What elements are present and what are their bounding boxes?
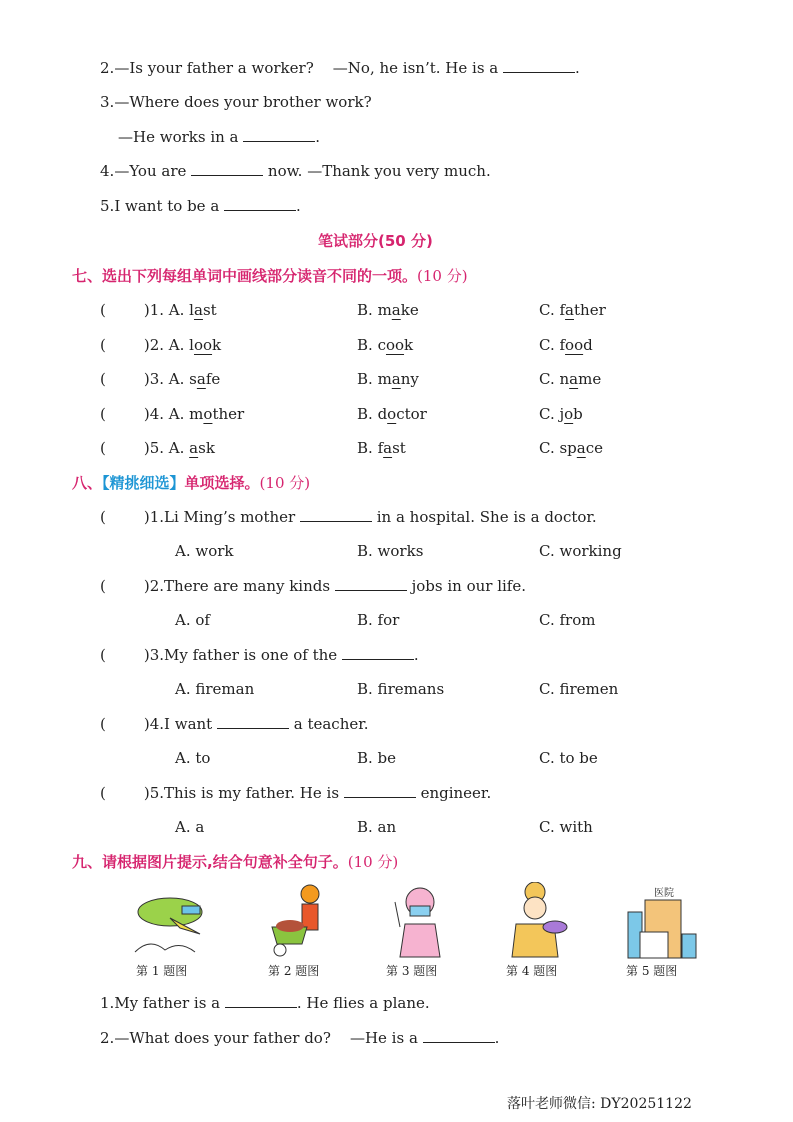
footer-contact: 落叶老师微信: DY20251122 xyxy=(507,1096,692,1112)
choice-question xyxy=(100,507,597,527)
hospital-sign: 医院 xyxy=(654,888,674,899)
underlined-letters: a xyxy=(196,370,206,388)
question-text: . xyxy=(494,1029,500,1047)
question-text: —He works in a xyxy=(118,128,244,146)
word-part: ny xyxy=(400,370,419,388)
question-text: . xyxy=(296,197,301,215)
underlined-letters: a xyxy=(391,301,401,319)
question-text: —You are xyxy=(114,162,192,180)
illustration-icon xyxy=(380,882,464,962)
option-c[interactable]: C. from xyxy=(539,611,596,629)
word-part: m xyxy=(189,404,204,423)
question-text: jobs in our life. xyxy=(406,577,527,595)
question-number: 3. xyxy=(100,93,115,111)
word-part: me xyxy=(578,370,602,388)
answer-blank[interactable] xyxy=(503,58,575,73)
section-points: (10 分) xyxy=(417,267,468,285)
worker-picture xyxy=(262,882,346,962)
word-part: st xyxy=(202,301,217,319)
section-heading xyxy=(72,472,310,493)
option-c: C. name xyxy=(539,370,602,388)
question-text: This is my father. He is xyxy=(164,784,344,802)
listening-question xyxy=(100,196,301,216)
underlined-letters: a xyxy=(383,439,393,457)
underlined-letters: o xyxy=(387,404,397,423)
question-text: . He flies a plane. xyxy=(296,994,430,1012)
section-heading xyxy=(72,265,468,286)
section-heading xyxy=(72,851,398,872)
question-number: 2. xyxy=(149,577,165,595)
answer-paren-close: ) xyxy=(143,508,150,526)
answer-blank[interactable] xyxy=(342,645,414,660)
answer-blank[interactable] xyxy=(217,714,289,729)
option-b[interactable]: B. for xyxy=(357,611,400,629)
answer-paren-open: ( xyxy=(100,335,106,354)
section-title: 单项选择。 xyxy=(184,474,260,492)
option-c[interactable]: C. with xyxy=(539,818,593,836)
choice-question xyxy=(100,576,526,596)
question-number: 3. xyxy=(149,370,165,388)
option-b[interactable]: B. firemans xyxy=(357,680,445,698)
question-number: 2. xyxy=(149,335,165,354)
option-b: B. cook xyxy=(357,335,414,354)
word-part: f xyxy=(377,439,384,457)
word-part: n xyxy=(559,370,570,388)
written-section-heading: 笔试部分(50 分) xyxy=(318,232,433,250)
question-number: 3. xyxy=(149,646,165,664)
question-text: Li Ming’s mother xyxy=(164,508,300,526)
option-a[interactable]: A. fireman xyxy=(175,680,255,698)
answer-blank[interactable] xyxy=(224,196,296,211)
answer-paren-close: ) xyxy=(143,577,150,595)
phonics-row: ( )4. A. mother xyxy=(100,404,245,423)
section-points: (10 分) xyxy=(259,474,311,492)
word-part: fe xyxy=(205,370,221,388)
option-c[interactable]: C. to be xyxy=(539,749,598,767)
question-number: 4. xyxy=(149,715,165,733)
word-part: k xyxy=(212,335,222,354)
question-text: —Where does your brother work? xyxy=(114,93,372,111)
option-a[interactable]: A. a xyxy=(175,818,205,836)
listening-question xyxy=(100,161,491,181)
underlined-letters: a xyxy=(565,301,574,319)
nurse-picture xyxy=(380,882,464,962)
answer-blank[interactable] xyxy=(243,127,315,142)
word-part: f xyxy=(559,301,566,319)
question-number: 5. xyxy=(149,439,165,457)
option-b: B. doctor xyxy=(357,404,427,423)
word-part: m xyxy=(377,370,392,388)
option-b[interactable]: B. an xyxy=(357,818,397,836)
answer-paren-open: ( xyxy=(100,715,106,733)
word-part: j xyxy=(559,404,565,423)
underlined-letters: oo xyxy=(385,335,405,354)
question-number: 2. xyxy=(100,59,115,77)
word-part: l xyxy=(189,335,194,354)
word-part: sp xyxy=(559,439,577,457)
answer-paren-open: ( xyxy=(100,784,106,802)
option-a[interactable]: A. work xyxy=(175,542,234,560)
section-prefix: 八、 xyxy=(72,474,103,492)
answer-paren-close: ) xyxy=(143,301,150,319)
question-text: engineer. xyxy=(415,784,492,802)
section-title: 七、选出下列每组单词中画线部分读音不同的一项。 xyxy=(72,267,418,285)
question-number: 1. xyxy=(149,301,165,319)
question-text: . xyxy=(315,128,321,146)
word-part: s xyxy=(189,370,197,388)
underlined-letters: oo xyxy=(193,335,213,354)
illustration-icon xyxy=(262,882,346,962)
question-number: 5. xyxy=(149,784,165,802)
section-tag: 【精挑细选】 xyxy=(102,474,185,492)
question-number: 1. xyxy=(149,508,165,526)
option-c: C. food xyxy=(539,335,593,354)
option-c[interactable]: C. working xyxy=(539,542,622,560)
picture-caption: 第 5 题图 xyxy=(626,964,678,978)
phonics-row: ( )5. A. ask xyxy=(100,439,215,457)
section-title: 九、请根据图片提示,结合句意补全句子。 xyxy=(72,853,348,871)
word-part: sk xyxy=(198,439,215,457)
question-text: —What does your father do? —He is a xyxy=(114,1029,423,1047)
underlined-letters: a xyxy=(189,439,199,457)
answer-paren-open: ( xyxy=(100,508,106,526)
answer-paren-close: ) xyxy=(143,715,150,733)
listening-question xyxy=(100,58,580,78)
listening-question xyxy=(118,127,320,147)
question-number: 2. xyxy=(100,1029,115,1047)
word-part: d xyxy=(583,335,593,354)
question-text: in a hospital. She is a doctor. xyxy=(371,508,597,526)
answer-blank[interactable] xyxy=(335,576,407,591)
option-b[interactable]: B. be xyxy=(357,749,397,767)
answer-blank[interactable] xyxy=(191,161,263,176)
question-text: My father is one of the xyxy=(164,646,342,664)
phonics-row: ( )2. A. look xyxy=(100,335,222,354)
illustration-icon xyxy=(130,882,214,962)
question-text: a teacher. xyxy=(288,715,369,733)
answer-paren-close: ) xyxy=(143,370,150,388)
question-number: 4. xyxy=(149,404,165,423)
airplane-picture xyxy=(130,882,214,962)
option-a[interactable]: A. of xyxy=(175,611,210,629)
illustration-icon xyxy=(500,882,584,962)
answer-paren-close: ) xyxy=(143,404,150,423)
word-part: m xyxy=(377,301,392,319)
choice-question xyxy=(100,645,419,665)
picture-caption: 第 4 题图 xyxy=(506,964,558,978)
hospital-picture xyxy=(620,882,704,962)
word-part: ke xyxy=(400,301,419,319)
word-part: ther xyxy=(212,404,245,423)
question-text: I want to be a xyxy=(114,197,225,215)
option-c[interactable]: C. firemen xyxy=(539,680,619,698)
picture-caption: 第 3 题图 xyxy=(386,964,438,978)
word-part: ther xyxy=(574,301,606,319)
option-c: C. job xyxy=(539,404,583,423)
picture-caption: 第 1 题图 xyxy=(136,964,188,978)
answer-blank[interactable] xyxy=(344,783,416,798)
word-part: st xyxy=(392,439,406,457)
option-b: B. fast xyxy=(357,439,406,457)
answer-blank[interactable] xyxy=(423,1028,495,1043)
answer-paren-open: ( xyxy=(100,577,106,595)
question-number: 4. xyxy=(100,162,115,180)
answer-blank[interactable] xyxy=(225,993,297,1008)
option-a[interactable]: A. to xyxy=(175,749,211,767)
question-text: My father is a xyxy=(114,994,225,1012)
question-text: . xyxy=(575,59,580,77)
phonics-row: ( )3. A. safe xyxy=(100,370,221,388)
question-text: . xyxy=(413,646,419,664)
section-points: (10 分) xyxy=(347,853,399,871)
underlined-letters: a xyxy=(576,439,586,457)
question-text: now. —Thank you very much. xyxy=(263,162,491,180)
fill-question xyxy=(100,993,430,1013)
underlined-letters: o xyxy=(564,404,574,423)
answer-paren-close: ) xyxy=(143,784,150,802)
option-c: C. father xyxy=(539,301,606,319)
phonics-row: ( )1. A. last xyxy=(100,301,217,319)
answer-paren-open: ( xyxy=(100,646,106,664)
word-part: ce xyxy=(585,439,604,457)
question-number: 5. xyxy=(100,197,115,215)
question-text: There are many kinds xyxy=(164,577,335,595)
choice-question xyxy=(100,783,491,803)
option-b[interactable]: B. works xyxy=(357,542,424,560)
option-c: C. space xyxy=(539,439,604,457)
answer-paren-close: ) xyxy=(143,439,150,457)
question-text: I want xyxy=(164,715,217,733)
word-part: c xyxy=(377,335,386,354)
underlined-letters: a xyxy=(391,370,401,388)
underlined-letters: a xyxy=(569,370,579,388)
cook-picture xyxy=(500,882,584,962)
listening-question xyxy=(100,92,372,112)
word-part: b xyxy=(573,404,583,423)
word-part: k xyxy=(404,335,414,354)
word-part: d xyxy=(377,404,388,423)
question-text: —Is your father a worker? —No, he isn’t. He is a xyxy=(114,59,503,77)
word-part: l xyxy=(189,301,194,319)
underlined-letters: a xyxy=(193,301,203,319)
picture-caption: 第 2 题图 xyxy=(268,964,320,978)
choice-question xyxy=(100,714,369,734)
answer-paren-close: ) xyxy=(143,335,150,354)
answer-paren-open: ( xyxy=(100,404,106,423)
answer-paren-close: ) xyxy=(143,646,150,664)
underlined-letters: oo xyxy=(565,335,584,354)
word-part: ctor xyxy=(396,404,427,423)
question-number: 1. xyxy=(100,994,115,1012)
answer-paren-open: ( xyxy=(100,439,106,457)
answer-blank[interactable] xyxy=(300,507,372,522)
answer-paren-open: ( xyxy=(100,370,106,388)
answer-paren-open: ( xyxy=(100,301,106,319)
option-b: B. many xyxy=(357,370,419,388)
underlined-letters: o xyxy=(203,404,213,423)
option-b: B. make xyxy=(357,301,419,319)
word-part: f xyxy=(559,335,566,354)
fill-question xyxy=(100,1028,499,1048)
